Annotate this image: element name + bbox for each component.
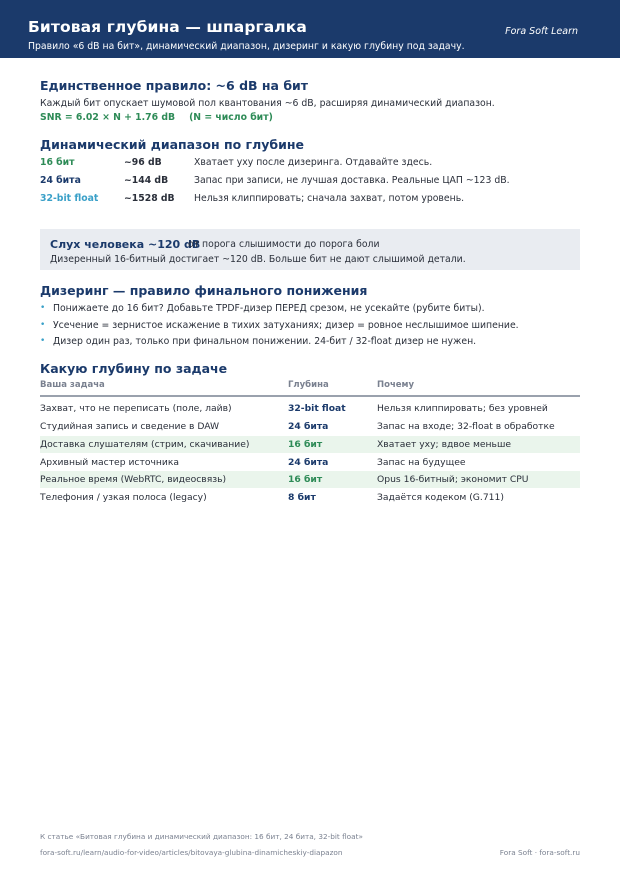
rule-text: Каждый бит опускает шумовой пол квантования ~6 dB, расширяя динамический диапазон. (40, 98, 495, 109)
rule-heading: Единственное правило: ~6 dB на бит (40, 78, 309, 93)
bullet-icon: • (40, 336, 46, 346)
footer-url[interactable]: fora-soft.ru/learn/audio-for-video/articles/bitovaya-glubina-dinamicheskiy-diapazon (40, 848, 343, 857)
table-row: Доставка слушателям (стрим, скачивание) 16 бит Хватает уху; вдвое меньше (40, 436, 580, 453)
header-divider (40, 395, 580, 397)
table-row: Захват, что не переписать (поле, лайв) 32-bit float Нельзя клиппировать; без уровней (40, 403, 548, 414)
formula-expression: SNR = 6.02 × N + 1.76 dB (40, 112, 176, 123)
snr-formula (40, 112, 273, 123)
depth-note: Запас при записи, не лучшая доставка. Реальные ЦАП ~123 dB. (194, 175, 510, 186)
depth-row-24 (40, 175, 580, 189)
depth-note: Хватает уху после дизеринга. Отдавайте здесь. (194, 157, 433, 168)
bullet-icon: • (40, 303, 46, 313)
depth-name: 24 бита (40, 175, 81, 186)
depth-range: ~96 dB (124, 157, 162, 168)
brand-label: Fora Soft Learn (505, 26, 578, 37)
table-row: Архивный мастер источника 24 бита Запас на будущее (40, 457, 466, 468)
bullet-icon: • (40, 320, 46, 330)
depth-range: ~144 dB (124, 175, 169, 186)
callout-title: Слух человека ~120 dB (50, 238, 201, 251)
footer-article: К статье «Битовая глубина и динамический диапазон: 16 бит, 24 бита, 32-bit float» (40, 832, 363, 841)
page-subtitle: Правило «6 dB на бит», динамический диапазон, дизеринг и какую глубину под задачу. (28, 41, 465, 52)
dither-heading: Дизеринг — правило финального понижения (40, 283, 368, 298)
page-header (0, 0, 620, 58)
hearing-callout (40, 229, 580, 270)
callout-detail: Дизеренный 16-битный достигает ~120 dB. Больше бит не дают слышимой детали. (50, 254, 466, 265)
table-row: Телефония / узкая полоса (legacy) 8 бит Задаётся кодеком (G.711) (40, 492, 504, 503)
formula-note: (N = число бит) (189, 112, 273, 123)
callout-text: от порога слышимости до порога боли (188, 239, 380, 250)
depth-row-16 (40, 157, 580, 171)
column-header-why: Почему (377, 380, 415, 390)
depth-range: ~1528 dB (124, 193, 175, 204)
table-row: Реальное время (WebRTC, видеосвязь) 16 бит Opus 16-битный; экономит CPU (40, 471, 580, 488)
dynamic-range-heading: Динамический диапазон по глубине (40, 137, 304, 152)
depth-row-32f (40, 193, 580, 207)
page-title: Битовая глубина — шпаргалка (28, 18, 307, 36)
depth-note: Нельзя клиппировать; сначала захват, потом уровень. (194, 193, 465, 204)
column-header-depth: Глубина (288, 380, 329, 390)
task-table-heading: Какую глубину по задаче (40, 361, 228, 376)
footer-brand: Fora Soft · fora-soft.ru (499, 848, 580, 857)
column-header-task: Ваша задача (40, 380, 105, 390)
table-row: Студийная запись и сведение в DAW 24 бита Запас на входе; 32-float в обработке (40, 421, 555, 432)
depth-name: 32-bit float (40, 193, 99, 204)
depth-name: 16 бит (40, 157, 75, 168)
